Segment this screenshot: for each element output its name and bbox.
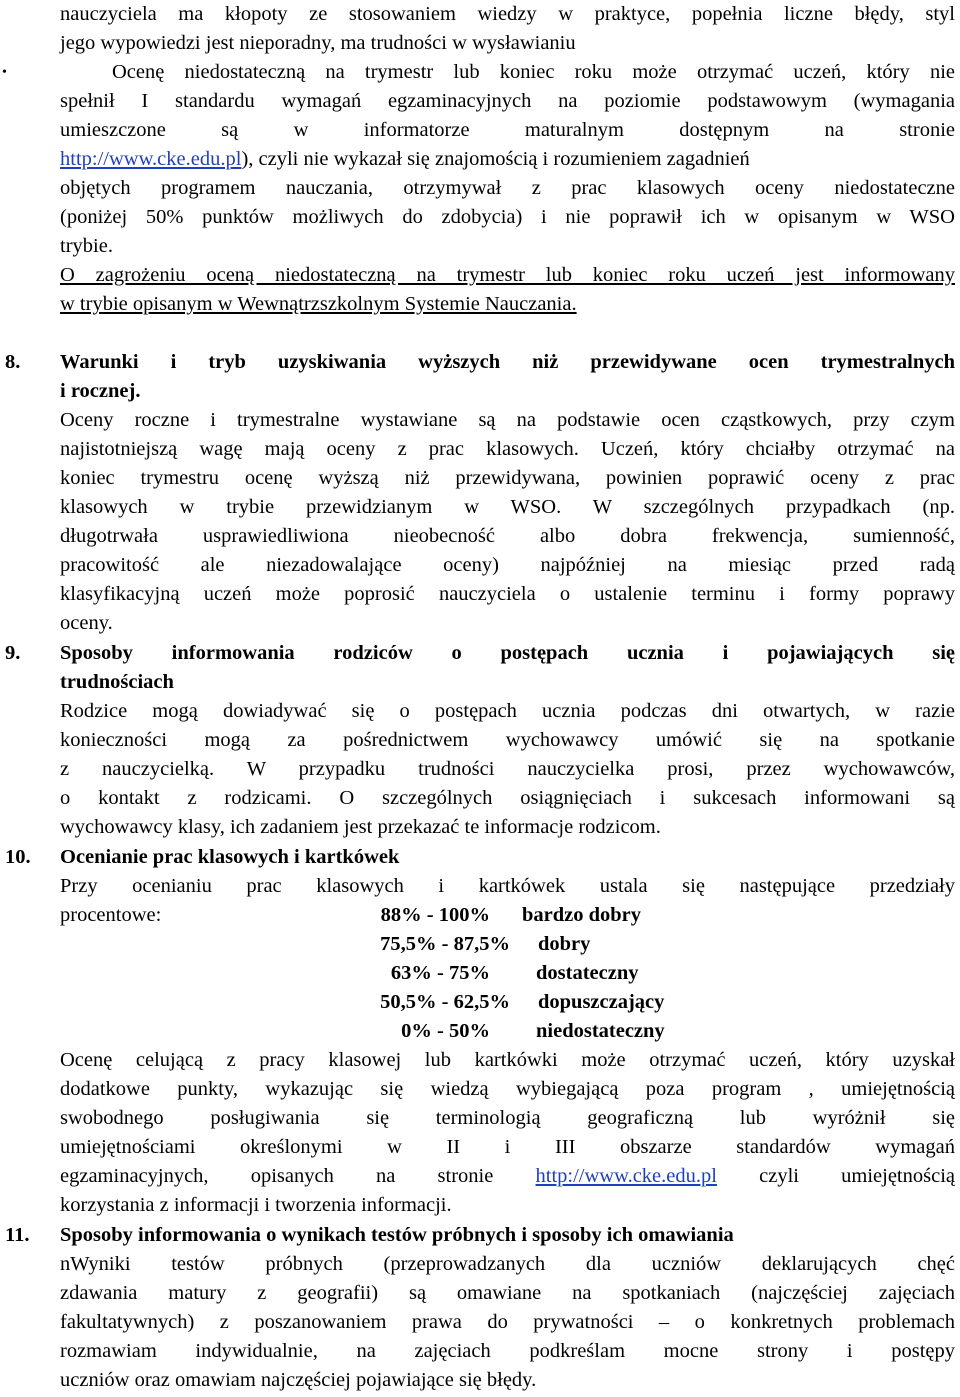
text-line: O zagrożeniu oceną niedostateczną na trymestr lub koniec roku uczeń jest informowany — [60, 264, 955, 286]
text-line: rozmawiam indywidualnie, na zajęciach podkreślam mocne strony i postępy — [60, 1340, 955, 1362]
text-line — [60, 145, 955, 174]
text-line: jego wypowiedzi jest nieporadny, ma trudności w wysławianiu — [60, 32, 576, 54]
text-line: umieszczone są w informatorze maturalnym dostępnym na stronie — [60, 119, 955, 141]
grade-label: dobry — [538, 933, 591, 955]
text-line: Ocenę niedostateczną na trymestr lub koniec roku może otrzymać uczeń, który nie — [112, 61, 955, 83]
text-line: swobodnego posługiwania się terminologią geograficzną lub wyróżnił się — [60, 1107, 955, 1129]
text-line: oceny. — [60, 612, 113, 634]
text-line: procentowe: — [60, 904, 162, 926]
text-line: o kontakt z rodzicami. O szczególnych osiągnięciach i sukcesach informowani są — [60, 787, 955, 809]
text-line: uczniów oraz omawiam najczęściej pojawiające się błędy. — [60, 1369, 537, 1391]
cke-link[interactable]: http://www.cke.edu.pl — [60, 148, 242, 170]
section-heading: Sposoby informowania rodziców o postępach ucznia i pojawiających się — [60, 642, 955, 664]
text-span: egzaminacyjnych, opisanych na stronie — [60, 1165, 494, 1187]
text-line: zdawania matury z geografii) są omawiane na spotkaniach (najczęściej zajęciach — [60, 1282, 955, 1304]
section-heading: Warunki i tryb uzyskiwania wyższych niż przewidywane ocen trymestralnych — [60, 351, 955, 373]
text-line: korzystania z informacji i tworzenia informacji. — [60, 1194, 452, 1216]
grade-range: 0% - 50% — [401, 1020, 490, 1042]
text-line: objętych programem nauczania, otrzymywał z prac klasowych oceny niedostateczne — [60, 177, 955, 199]
section-heading: trudnościach — [60, 671, 174, 693]
section-number: 10. — [5, 846, 31, 868]
text-line: klasowych w trybie przewidzianym w WSO. W szczególnych przypadkach (np. — [60, 496, 955, 518]
text-line: klasyfikacyjną uczeń może poprosić nauczyciela o ustalenie terminu i formy poprawy — [60, 583, 955, 605]
text-line: umiejętnościami określonymi w II i III obszarze standardów wymagań — [60, 1136, 955, 1158]
section-heading: Ocenianie prac klasowych i kartkówek — [60, 846, 400, 868]
grade-label: bardzo dobry — [522, 904, 642, 926]
text-line: długotrwała usprawiedliwiona nieobecność albo dobra frekwencja, sumienność, — [60, 525, 955, 547]
bullet-icon: • — [2, 65, 7, 80]
text-line: dodatkowe punkty, wykazując się wiedzą wybiegającą poza program , umiejętnością — [60, 1078, 955, 1100]
section-number: 11. — [5, 1224, 30, 1246]
grade-range: 50,5% - 62,5% — [380, 991, 510, 1013]
text-line: Przy ocenianiu prac klasowych i kartkówek ustala się następujące przedziały — [60, 875, 955, 897]
text-line: Rodzice mogą dowiadywać się o postępach ucznia podczas dni otwartych, w razie — [60, 700, 955, 722]
text-line: nWyniki testów próbnych (przeprowadzanych dla uczniów deklarujących chęć — [60, 1253, 955, 1275]
text-span: czyli umiejętnością — [759, 1165, 955, 1187]
text-line: pracowitość ale niezadowalające oceny) najpóźniej na miesiąc przed radą — [60, 554, 955, 576]
grade-label: dostateczny — [536, 962, 639, 984]
grade-range: 88% - 100% — [380, 904, 490, 926]
section-heading: Sposoby informowania o wynikach testów próbnych i sposoby ich omawiania — [60, 1224, 734, 1246]
grade-label: dopuszczający — [538, 991, 665, 1013]
text-line: koniec trymestru ocenę wyższą niż przewidywana, powinien poprawić oceny z prac — [60, 467, 955, 489]
text-line: wychowawcy klasy, ich zadaniem jest przekazać te informacje rodzicom. — [60, 816, 661, 838]
text-line — [60, 1162, 955, 1191]
text-line: (poniżej 50% punktów możliwych do zdobycia) i nie poprawił ich w opisanym w WSO — [60, 206, 955, 228]
text-line: w trybie opisanym w Wewnątrzszkolnym Systemie Nauczania. — [60, 293, 577, 315]
grade-range: 75,5% - 87,5% — [380, 933, 510, 955]
text-line: najistotniejszą wagę mają oceny z prac klasowych. Uczeń, który chciałby otrzymać na — [60, 438, 955, 460]
grade-label: niedostateczny — [536, 1020, 665, 1042]
text-line: nauczyciela ma kłopoty ze stosowaniem wiedzy w praktyce, popełnia liczne błędy, styl — [60, 3, 955, 25]
text-line: fakultatywnych) z poszanowaniem prawa do prywatności – o konkretnych problemach — [60, 1311, 955, 1333]
text-line: Ocenę celującą z pracy klasowej lub kartkówki może otrzymać uczeń, który uzyskał — [60, 1049, 955, 1071]
text-line: z nauczycielką. W przypadku trudności nauczycielka prosi, przez wychowawców, — [60, 758, 955, 780]
text-line: konieczności mogą za pośrednictwem wychowawcy umówić się na spotkanie — [60, 729, 955, 751]
text-line: trybie. — [60, 235, 113, 257]
grade-range: 63% - 75% — [390, 962, 490, 984]
section-number: 9. — [5, 642, 21, 664]
section-heading: i rocznej. — [60, 380, 141, 402]
cke-link[interactable]: http://www.cke.edu.pl — [535, 1165, 717, 1187]
section-number: 8. — [5, 351, 21, 373]
text-line: spełnił I standardu wymagań egzaminacyjnych na poziomie podstawowym (wymagania — [60, 90, 955, 112]
text-span: ), czyli nie wykazał się znajomością i rozumieniem zagadnień — [241, 148, 750, 170]
text-line: Oceny roczne i trymestralne wystawiane są na podstawie ocen cząstkowych, przy czym — [60, 409, 955, 431]
